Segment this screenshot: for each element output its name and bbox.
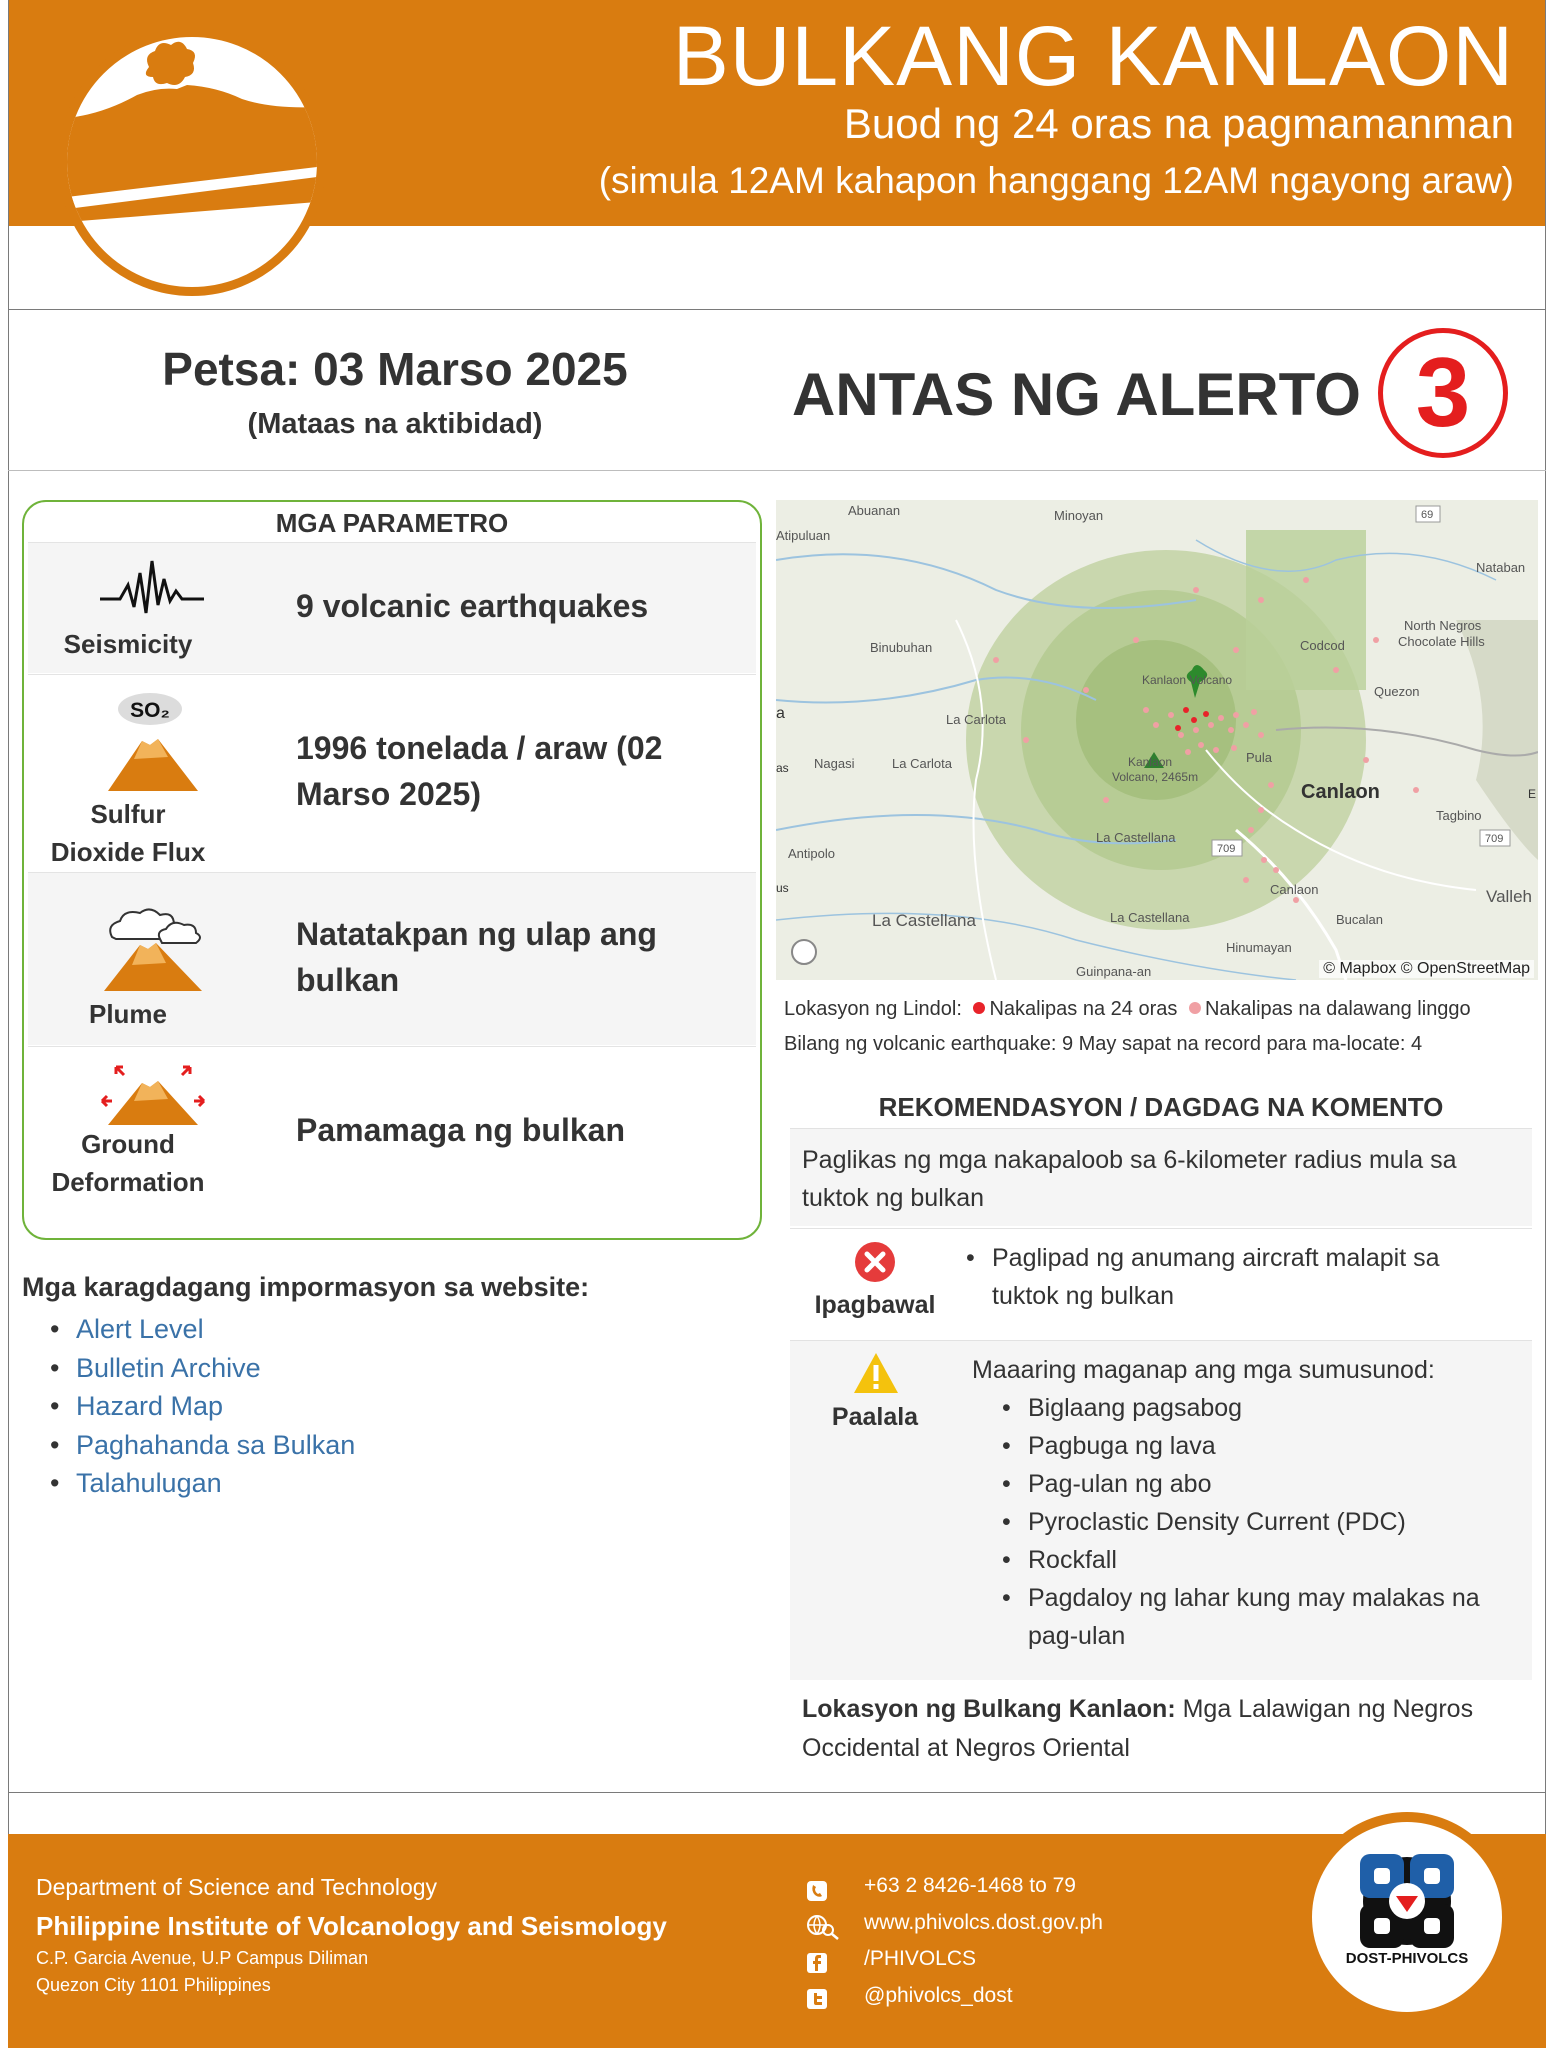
map-label-la-castellana-2: La Castellana	[872, 911, 976, 930]
map-label-la-castellana-3: La Castellana	[1110, 910, 1190, 925]
map-label-edge: as	[776, 761, 789, 775]
page-subtitle-period: (simula 12AM kahapon hanggang 12AM ngayong araw)	[598, 160, 1514, 201]
parameter-label: Sulfur Dioxide Flux	[50, 799, 206, 867]
earthquake-map[interactable]	[776, 500, 1538, 980]
map-label-kanlaon-elev-1: Kanlaon	[1128, 755, 1173, 769]
map-legend	[784, 998, 1471, 1021]
footer-facebook[interactable]: /PHIVOLCS	[864, 1947, 977, 1970]
parameters-panel	[22, 500, 762, 1240]
reminder-label: Paalala	[831, 1403, 919, 1431]
map-label-tagbino: Tagbino	[1436, 808, 1482, 823]
legend-older: Nakalipas na dalawang linggo	[1204, 998, 1471, 1020]
evacuation-text: Paglikas ng mga nakapaloob sa 6-kilometer radius mula sa tuktok ng bulkan	[802, 1146, 1457, 1212]
map-label-north-negros: North Negros	[1404, 618, 1482, 633]
recommendations-title: REKOMENDASYON / DAGDAG NA KOMENTO	[878, 1092, 1444, 1122]
website-info-title: Mga karagdagang impormasyon sa website:	[22, 1272, 590, 1302]
bulletin-date: Petsa: 03 Marso 2025	[162, 343, 628, 395]
reminder-item: • Pagdaloy ng lahar kung may malakas na pag-ulan	[1002, 1579, 1512, 1655]
footer-twitter[interactable]: @phivolcs_dost	[864, 1984, 1013, 2007]
parameter-label: Seismicity	[63, 629, 193, 659]
link-paghahanda[interactable]: • Paghahanda sa Bulkan	[50, 1426, 355, 1465]
facebook-icon	[806, 1952, 828, 1974]
parameter-value: Natatakpan ng ulap ang bulkan	[296, 916, 657, 998]
map-label-pula: Pula	[1246, 750, 1273, 765]
map-label-kanlaon-volcano: Kanlaon Volcano	[1142, 673, 1233, 687]
deformation-volcano-icon	[98, 1061, 208, 1127]
map-label-kanlaon-elev-2: Volcano, 2465m	[1112, 770, 1199, 784]
reminder-list	[1002, 1389, 1512, 1655]
map-label-edge: a	[776, 705, 785, 722]
map-label-guinpana-an: Guinpana-an	[1076, 964, 1152, 979]
map-label-codcod: Codcod	[1300, 638, 1345, 653]
map-label-nagasi: Nagasi	[814, 756, 855, 771]
link-alert-level[interactable]: • Alert Level	[50, 1310, 355, 1349]
footer-address-line2: Quezon City 1101 Philippines	[36, 1975, 271, 1995]
cloud-volcano-icon	[98, 903, 208, 993]
link-bulletin-archive[interactable]: • Bulletin Archive	[50, 1349, 355, 1388]
link-talahulugan[interactable]: • Talahulugan	[50, 1464, 355, 1503]
warning-icon	[852, 1351, 900, 1395]
map-label-canlaon-2: Canlaon	[1270, 882, 1319, 897]
alert-level-badge: 3	[1378, 328, 1508, 458]
location-label: Lokasyon ng Bulkang Kanlaon:	[802, 1695, 1176, 1723]
so2-volcano-icon	[98, 689, 208, 799]
divider	[8, 470, 1546, 471]
parameter-value: 9 volcanic earthquakes	[296, 588, 649, 624]
location-value: Mga Lalawigan ng Negros Occidental at Negros Oriental	[802, 1695, 1474, 1762]
parameter-row-seismicity	[28, 542, 756, 673]
map-label-atipuluan: Atipuluan	[776, 528, 831, 543]
reminder-item: • Pagbuga ng lava	[1002, 1427, 1512, 1465]
footer-phone: +63 2 8426-1468 to 79	[864, 1874, 1076, 1897]
reminder-item: • Pyroclastic Density Current (PDC)	[1002, 1503, 1512, 1541]
website-links	[50, 1310, 355, 1503]
map-label-antipolo: Antipolo	[788, 846, 835, 861]
parameter-value: 1996 tonelada / araw (02 Marso 2025)	[296, 730, 663, 812]
map-canvas	[776, 500, 1538, 980]
footer-institute: Philippine Institute of Volcanology and Seismology	[36, 1911, 667, 1941]
so2-badge: SO₂	[130, 699, 170, 722]
parameter-row-so2	[28, 674, 756, 871]
prohibited-label: Ipagbawal	[814, 1291, 936, 1319]
volcano-location	[802, 1690, 1532, 1768]
reminder-intro: Maaaring maganap ang mga sumusunod:	[972, 1356, 1435, 1384]
web-search-icon	[806, 1914, 840, 1940]
dost-phivolcs-emblem-icon	[1360, 1854, 1454, 1948]
footer-website[interactable]: www.phivolcs.dost.gov.ph	[864, 1911, 1103, 1934]
volcano-logo-icon	[67, 37, 317, 287]
parameter-row-deformation	[28, 1046, 756, 1240]
kanlaon-logo	[58, 28, 326, 296]
earthquake-counts: Bilang ng volcanic earthquake: 9 May sapat na record para ma-locate: 4	[784, 1033, 1423, 1055]
map-label-nataban: Nataban	[1476, 560, 1526, 575]
recommendation-prohibited	[790, 1228, 1532, 1338]
prohibited-icon	[854, 1241, 896, 1283]
parameter-value: Pamamaga ng bulkan	[296, 1112, 625, 1148]
prohibited-item: • Paglipad ng anumang aircraft malapit sa tuktok ng bulkan	[966, 1239, 1512, 1315]
map-label-valleh: Valleh	[1486, 887, 1532, 906]
page-subtitle: Buod ng 24 oras na pagmamanman	[843, 100, 1514, 147]
map-label-edge: E	[1528, 787, 1537, 801]
alert-level-label: ANTAS NG ALERTO	[792, 361, 1361, 428]
legend-older-dot	[1189, 1002, 1201, 1014]
parameters-title: MGA PARAMETRO	[275, 508, 509, 538]
map-label-quezon: Quezon	[1374, 684, 1420, 699]
map-road-label: 69	[1421, 509, 1434, 521]
map-label-binubuhan: Binubuhan	[870, 640, 933, 655]
parameter-row-plume	[28, 872, 756, 1045]
map-road-label: 709	[1217, 843, 1236, 855]
map-label-hinumayan: Hinumayan	[1226, 940, 1292, 955]
reminder-item: • Biglaang pagsabog	[1002, 1389, 1512, 1427]
map-road-label: 709	[1485, 833, 1504, 845]
map-label-edge: us	[776, 881, 789, 895]
map-label-chocolate-hills: Chocolate Hills	[1398, 634, 1485, 649]
map-label-la-carlota-2: La Carlota	[892, 756, 952, 771]
map-label-minoyan: Minoyan	[1054, 508, 1104, 523]
divider	[8, 1792, 1546, 1793]
link-hazard-map[interactable]: • Hazard Map	[50, 1387, 355, 1426]
recommendation-reminder	[790, 1340, 1532, 1680]
map-label-abuanan: Abuanan	[848, 503, 901, 518]
map-label-la-carlota-1: La Carlota	[946, 712, 1006, 727]
parameter-label: Ground Deformation	[51, 1129, 205, 1197]
activity-level: (Mataas na aktibidad)	[247, 408, 543, 440]
reminder-item: • Rockfall	[1002, 1541, 1512, 1579]
map-credit: © Mapbox © OpenStreetMap	[1319, 960, 1534, 978]
footer-address-line1: C.P. Garcia Avenue, U.P Campus Diliman	[36, 1948, 369, 1968]
parameter-label: Plume	[88, 999, 168, 1029]
twitter-icon	[806, 1988, 828, 2010]
legend-recent-dot	[973, 1002, 985, 1014]
mapbox-logo-icon	[792, 940, 816, 964]
legend-prefix: Lokasyon ng Lindol:	[784, 998, 962, 1020]
map-label-la-castellana-1: La Castellana	[1096, 830, 1176, 845]
page-title: BULKANG KANLAON	[672, 9, 1514, 103]
phone-icon	[806, 1880, 828, 1902]
footer-department: Department of Science and Technology	[36, 1874, 438, 1900]
recommendation-evacuation	[790, 1128, 1532, 1226]
legend-recent: Nakalipas na 24 oras	[989, 998, 1178, 1020]
dost-phivolcs-logo	[1312, 1822, 1502, 2012]
reminder-item: • Pag-ulan ng abo	[1002, 1465, 1512, 1503]
map-label-canlaon: Canlaon	[1301, 781, 1380, 803]
seismograph-icon	[98, 555, 208, 619]
map-label-bucalan: Bucalan	[1336, 912, 1383, 927]
footer-logo-text: DOST-PHIVOLCS	[1345, 1950, 1469, 1967]
